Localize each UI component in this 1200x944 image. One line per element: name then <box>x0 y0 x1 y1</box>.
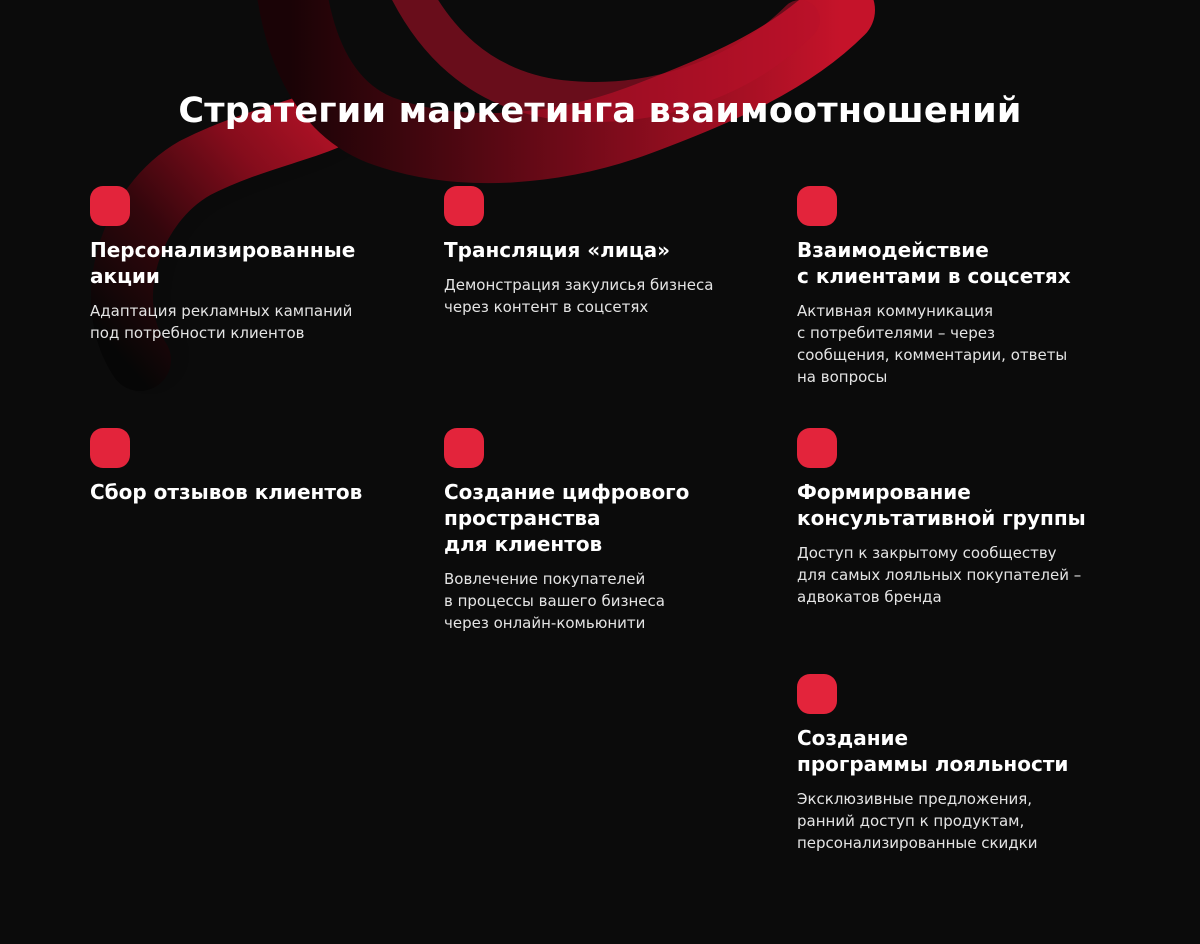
card-title: Персонализированные акции <box>90 238 356 288</box>
strategy-card-social-interaction <box>797 186 1127 388</box>
card-title: Трансляция «лица» <box>444 238 671 262</box>
card-description: Активная коммуникация с потребителями – через сообщения, комментарии, ответы на вопросы <box>797 302 1068 386</box>
red-bullet-icon <box>90 186 130 226</box>
card-title: Сбор отзывов клиентов <box>90 480 363 504</box>
strategy-card-face-broadcast <box>444 186 774 318</box>
red-bullet-icon <box>797 674 837 714</box>
card-description: Доступ к закрытому сообществу для самых лояльных покупателей – адвокатов бренда <box>797 544 1082 606</box>
card-description: Демонстрация закулисья бизнеса через контент в соцсетях <box>444 276 714 316</box>
strategy-card-collect-reviews <box>90 428 420 505</box>
card-title: Взаимодействие с клиентами в соцсетях <box>797 238 1071 288</box>
strategy-card-loyalty-program <box>797 674 1127 854</box>
red-bullet-icon <box>444 428 484 468</box>
card-description: Вовлечение покупателей в процессы вашего бизнеса через онлайн-комьюнити <box>444 570 665 632</box>
red-bullet-icon <box>90 428 130 468</box>
card-title: Создание цифрового пространства для клиентов <box>444 480 690 556</box>
red-bullet-icon <box>797 186 837 226</box>
card-title: Формирование консультативной группы <box>797 480 1086 530</box>
card-title: Создание программы лояльности <box>797 726 1069 776</box>
page-title: Стратегии маркетинга взаимоотношений <box>178 91 1022 131</box>
strategy-card-advisory-group <box>797 428 1127 608</box>
card-description: Эксклюзивные предложения, ранний доступ к продуктам, персонализированные скидки <box>797 790 1038 852</box>
strategy-card-digital-space <box>444 428 774 634</box>
strategy-card-personalized-promotions <box>90 186 420 344</box>
card-description: Адаптация рекламных кампаний под потребности клиентов <box>90 302 353 342</box>
red-bullet-icon <box>797 428 837 468</box>
red-bullet-icon <box>444 186 484 226</box>
